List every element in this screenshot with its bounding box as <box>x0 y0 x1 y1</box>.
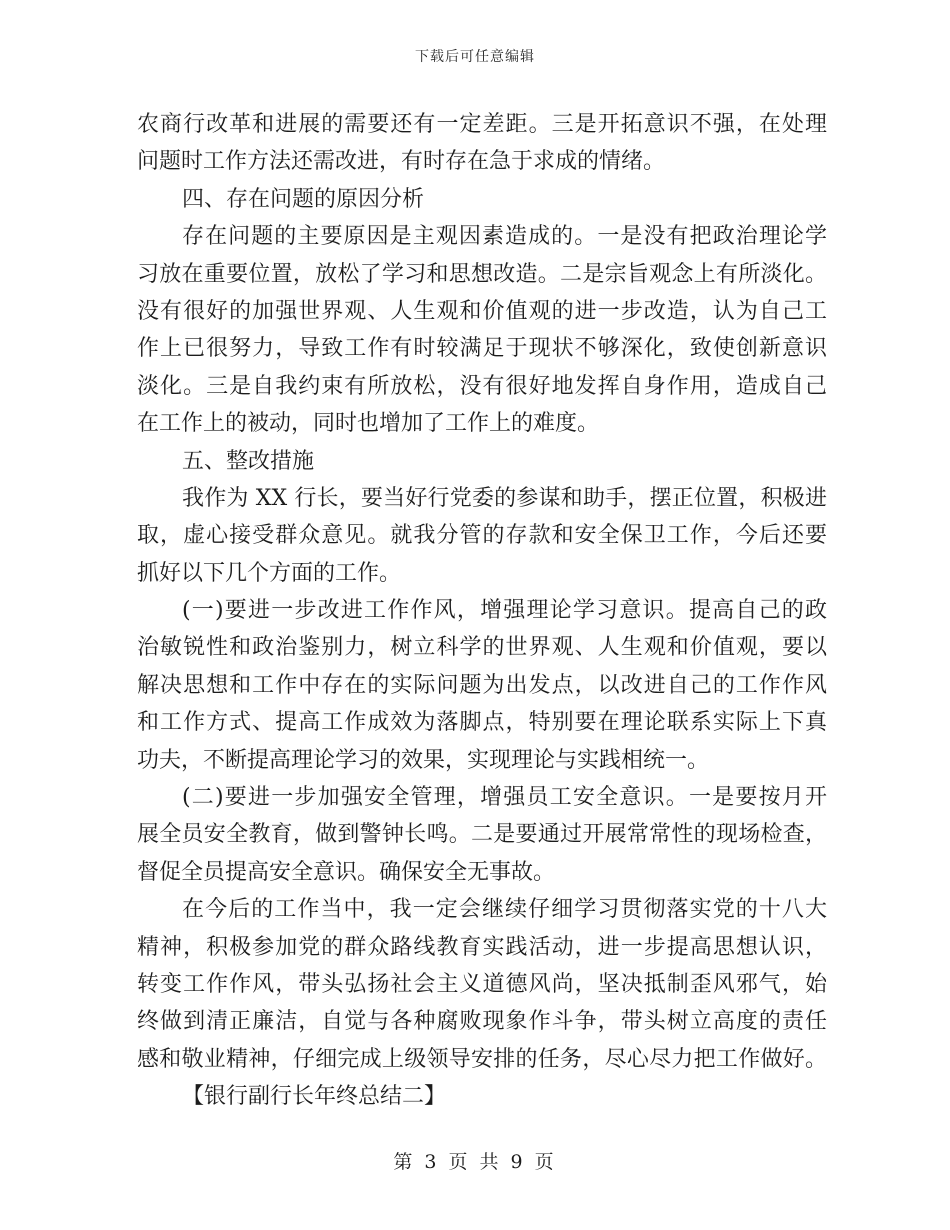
text-line: 精神，积极参加党的群众路线教育实践活动，进一步提高思想认识， <box>137 934 827 960</box>
text-line: 和工作方式、提高工作成效为落脚点，特别要在理论联系实际上下真 <box>137 710 827 736</box>
text-line: 存在问题的主要原因是主观因素造成的。一是没有把政治理论学 <box>182 224 827 250</box>
text-line: 在工作上的被动，同时也增加了工作上的难度。 <box>137 411 600 437</box>
text-line: 【银行副行长年终总结二】 <box>182 1084 447 1110</box>
text-line: (二)要进一步加强安全管理，增强员工安全意识。一是要按月开 <box>182 785 827 811</box>
text-line: 感和敬业精神，仔细完成上级领导安排的任务，尽心尽力把工作做好。 <box>137 1046 827 1072</box>
text-line: 督促全员提高安全意识。确保安全无事故。 <box>137 859 556 885</box>
text-line: 习放在重要位置，放松了学习和思想改造。二是宗旨观念上有所淡化。 <box>137 261 827 287</box>
text-line: 转变工作作风，带头弘扬社会主义道德风尚，坚决抵制歪风邪气，始 <box>137 971 827 997</box>
text-line: 四、存在问题的原因分析 <box>182 186 425 212</box>
text-line: 在今后的工作当中，我一定会继续仔细学习贯彻落实党的十八大 <box>182 897 827 923</box>
text-line: 展全员安全教育，做到警钟长鸣。二是要通过开展常常性的现场检查， <box>137 822 827 848</box>
text-line: 终做到清正廉洁，自觉与各种腐败现象作斗争，带头树立高度的责任 <box>137 1009 827 1035</box>
text-line: 淡化。三是自我约束有所放松，没有很好地发挥自身作用，造成自己 <box>137 373 827 399</box>
text-line: 没有很好的加强世界观、人生观和价值观的进一步改造，认为自己工 <box>137 298 827 324</box>
text-line: 作上已很努力，导致工作有时较满足于现状不够深化，致使创新意识 <box>137 336 827 362</box>
text-line: 问题时工作方法还需改进，有时存在急于求成的情绪。 <box>137 149 666 175</box>
text-line: 取，虚心接受群众意见。就我分管的存款和安全保卫工作，今后还要 <box>137 523 827 549</box>
text-line: 五、整改措施 <box>182 448 315 474</box>
text-line: (一)要进一步改进工作作风，增强理论学习意识。提高自己的政 <box>182 598 827 624</box>
document-body <box>137 106 827 1116</box>
text-line: 我作为 XX 行长，要当好行党委的参谋和助手，摆正位置，积极进 <box>182 485 827 511</box>
text-line: 农商行改革和进展的需要还有一定差距。三是开拓意识不强，在处理 <box>137 112 827 137</box>
page-header-text: 下载后可任意编辑 <box>415 49 535 65</box>
text-line: 抓好以下几个方面的工作。 <box>137 560 402 586</box>
text-line: 解决思想和工作中存在的实际问题为出发点，以改进自己的工作作风 <box>137 672 827 698</box>
page-footer-text: 第 3 页 共 9 页 <box>393 1151 557 1173</box>
text-line: 治敏锐性和政治鉴别力，树立科学的世界观、人生观和价值观，要以 <box>137 635 827 661</box>
text-line: 功夫，不断提高理论学习的效果，实现理论与实践相统一。 <box>137 747 710 773</box>
